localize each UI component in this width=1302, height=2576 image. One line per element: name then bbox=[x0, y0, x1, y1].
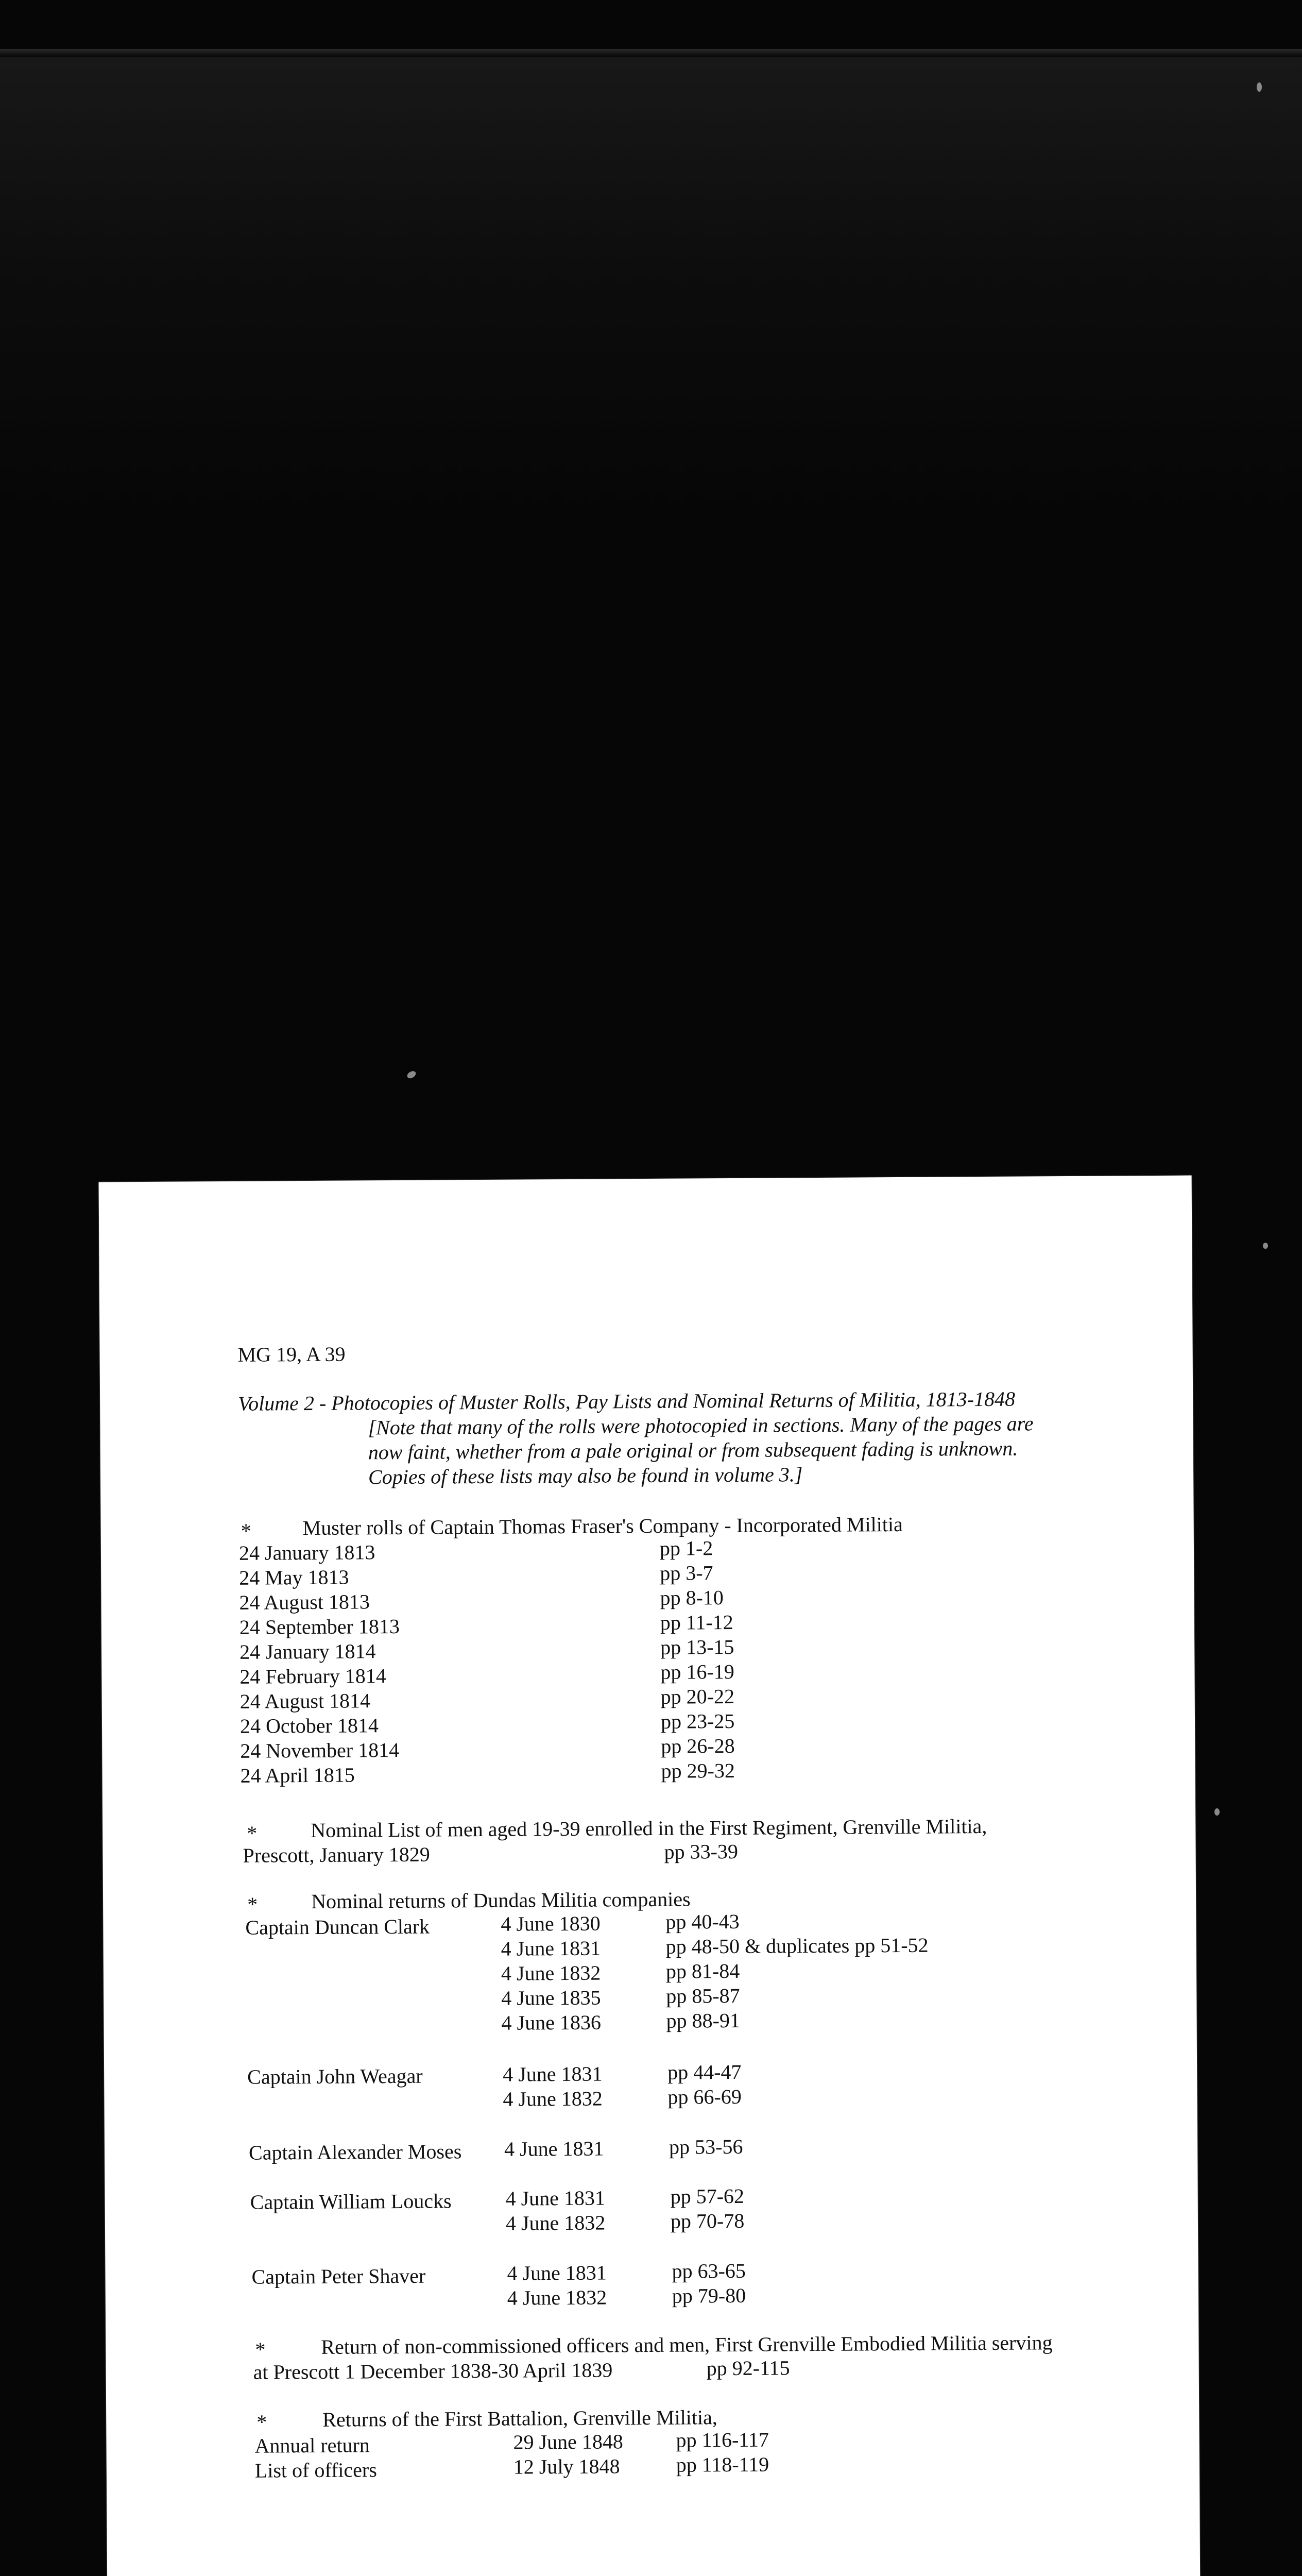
section-bullet: * bbox=[247, 1892, 258, 1916]
film-haze bbox=[0, 57, 1302, 520]
list-item-date: 24 April 1815 bbox=[240, 1763, 355, 1787]
battalion-return-label: List of officers bbox=[254, 2458, 377, 2482]
list-item-pages: pp 29-32 bbox=[661, 1758, 735, 1783]
archive-reference: MG 19, A 39 bbox=[237, 1342, 346, 1366]
list-item-pages: pp 23-25 bbox=[660, 1709, 735, 1733]
return-pages: pp 81-84 bbox=[665, 1959, 740, 1983]
battalion-return-date: 29 June 1848 bbox=[513, 2430, 623, 2454]
return-pages: pp 53-56 bbox=[669, 2134, 743, 2159]
list-item-date: 24 October 1814 bbox=[239, 1714, 379, 1738]
section-bullet: * bbox=[241, 1519, 251, 1543]
section-title: Returns of the First Battalion, Grenville Militia, bbox=[322, 2405, 717, 2431]
list-item-date: 24 January 1814 bbox=[239, 1639, 376, 1664]
section-pages: pp 92-115 bbox=[706, 2356, 790, 2380]
section-bullet: * bbox=[247, 1821, 258, 1845]
film-edge-top bbox=[0, 49, 1302, 56]
return-date: 4 June 1831 bbox=[503, 2062, 603, 2086]
dust-speck bbox=[1257, 82, 1262, 92]
section-text: at Prescott 1 December 1838-30 April 1839 bbox=[253, 2358, 613, 2384]
captain-name: Captain Peter Shaver bbox=[251, 2264, 426, 2289]
list-item-pages: pp 13-15 bbox=[660, 1635, 734, 1659]
list-item-pages: pp 20-22 bbox=[660, 1684, 735, 1708]
section-text: Return of non-commissioned officers and men, First Grenville Embodied Militia serving bbox=[321, 2331, 1053, 2359]
volume-title: Volume 2 - Photocopies of Muster Rolls, Pay Lists and Nominal Returns of Militia, 1813-1848 bbox=[238, 1387, 1016, 1415]
list-item-date: 24 August 1813 bbox=[239, 1590, 370, 1614]
return-pages: pp 48-50 & duplicates pp 51-52 bbox=[665, 1933, 929, 1958]
list-item-pages: pp 1-2 bbox=[659, 1536, 713, 1560]
return-date: 4 June 1835 bbox=[501, 1986, 601, 2010]
return-pages: pp 44-47 bbox=[667, 2060, 742, 2084]
list-item-date: 24 May 1813 bbox=[239, 1565, 349, 1589]
section-bullet: * bbox=[255, 2337, 266, 2361]
return-date: 4 June 1831 bbox=[504, 2137, 604, 2161]
return-date: 4 June 1831 bbox=[507, 2261, 607, 2285]
section-bullet: * bbox=[256, 2410, 267, 2434]
return-pages: pp 57-62 bbox=[670, 2184, 745, 2208]
list-item-date: 24 September 1813 bbox=[239, 1614, 400, 1639]
section-title: Nominal returns of Dundas Militia companies bbox=[311, 1887, 691, 1913]
list-item-pages: pp 11-12 bbox=[660, 1610, 733, 1634]
list-item-pages: pp 3-7 bbox=[660, 1561, 713, 1585]
list-item-date: 24 February 1814 bbox=[239, 1664, 386, 1688]
return-date: 4 June 1831 bbox=[501, 1936, 601, 1960]
captain-name: Captain John Weagar bbox=[247, 2064, 423, 2089]
captain-name: Captain Duncan Clark bbox=[245, 1914, 430, 1939]
return-pages: pp 70-78 bbox=[670, 2209, 745, 2233]
return-pages: pp 79-80 bbox=[672, 2283, 746, 2308]
volume-note-line: Copies of these lists may also be found in volume 3.] bbox=[368, 1463, 803, 1489]
captain-name: Captain William Loucks bbox=[250, 2189, 452, 2214]
list-item-date: 24 January 1813 bbox=[238, 1540, 375, 1565]
battalion-return-label: Annual return bbox=[254, 2433, 370, 2458]
section-text: Prescott, January 1829 bbox=[243, 1842, 430, 1867]
return-pages: pp 85-87 bbox=[666, 1984, 740, 2008]
section-text: Nominal List of men aged 19-39 enrolled in the First Regiment, Grenville Militia, bbox=[311, 1814, 987, 1842]
section-title: Muster rolls of Captain Thomas Fraser's Company - Incorporated Militia bbox=[302, 1512, 903, 1540]
return-date: 4 June 1832 bbox=[505, 2211, 606, 2235]
list-item-pages: pp 26-28 bbox=[661, 1734, 735, 1758]
return-date: 4 June 1832 bbox=[503, 2087, 603, 2111]
volume-note-line: [Note that many of the rolls were photocopied in sections. Many of the pages are bbox=[368, 1412, 1034, 1439]
dust-speck bbox=[1263, 1243, 1268, 1249]
battalion-return-pages: pp 118-119 bbox=[676, 2452, 769, 2477]
battalion-return-date: 12 July 1848 bbox=[513, 2454, 620, 2479]
return-pages: pp 66-69 bbox=[667, 2084, 742, 2109]
volume-note-line: now faint, whether from a pale original or from subsequent fading is unknown. bbox=[368, 1436, 1018, 1464]
list-item-date: 24 August 1814 bbox=[239, 1689, 371, 1713]
return-date: 4 June 1836 bbox=[501, 2010, 602, 2035]
battalion-return-pages: pp 116-117 bbox=[676, 2428, 769, 2452]
return-pages: pp 63-65 bbox=[672, 2259, 746, 2283]
document-page bbox=[99, 1176, 1201, 2576]
captain-name: Captain Alexander Moses bbox=[248, 2140, 462, 2164]
return-pages: pp 88-91 bbox=[666, 2008, 741, 2032]
return-date: 4 June 1832 bbox=[507, 2285, 607, 2310]
dust-speck bbox=[1214, 1808, 1220, 1816]
return-pages: pp 40-43 bbox=[665, 1909, 740, 1934]
volume-note bbox=[368, 1411, 1084, 1489]
return-date: 4 June 1832 bbox=[501, 1961, 601, 1985]
dust-speck bbox=[406, 1070, 417, 1079]
list-item-pages: pp 8-10 bbox=[660, 1586, 724, 1609]
section-pages: pp 33-39 bbox=[664, 1839, 739, 1863]
list-item-date: 24 November 1814 bbox=[240, 1738, 400, 1762]
return-date: 4 June 1830 bbox=[501, 1911, 601, 1936]
list-item-pages: pp 16-19 bbox=[660, 1659, 734, 1684]
return-date: 4 June 1831 bbox=[505, 2186, 606, 2210]
